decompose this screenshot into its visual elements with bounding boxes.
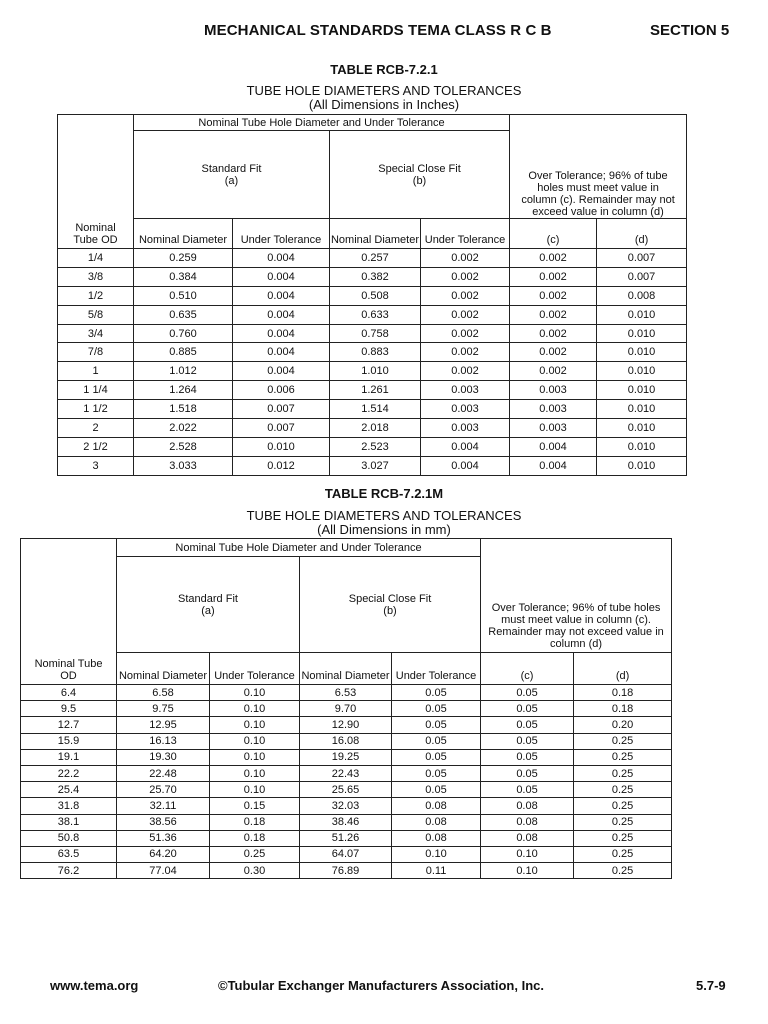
cell-over-tolerance-c: 0.05 (481, 765, 574, 781)
cell-nominal-diameter-a: 22.48 (117, 765, 210, 781)
cell-over-tolerance-c: 0.004 (510, 437, 597, 456)
col-od-header: Nominal Tube OD (73, 222, 118, 246)
cell-over-tolerance-d: 0.25 (574, 798, 672, 814)
cell-under-tolerance-b: 0.05 (392, 765, 481, 781)
table-row (21, 701, 672, 717)
cell-over-tolerance-c: 0.05 (481, 733, 574, 749)
cell-under-tolerance-b: 0.002 (421, 305, 510, 324)
cell-under-tolerance-b: 0.002 (421, 362, 510, 381)
cell-over-tolerance-c: 0.08 (481, 830, 574, 846)
cell-over-tolerance-c: 0.002 (510, 305, 597, 324)
cell-over-tolerance-d: 0.007 (597, 267, 687, 286)
section-label: SECTION 5 (650, 22, 730, 39)
cell-nominal-diameter-a: 0.635 (134, 305, 233, 324)
cell-nominal-diameter-b: 0.508 (330, 286, 421, 305)
col-under-b: Under Tolerance (392, 653, 481, 685)
cell-nominal-diameter-b: 0.883 (330, 343, 421, 362)
cell-nominal-diameter-b: 1.010 (330, 362, 421, 381)
cell-nominal-diameter-b: 32.03 (300, 798, 392, 814)
cell-tube-od: 7/8 (58, 343, 134, 362)
cell-over-tolerance-c: 0.05 (481, 701, 574, 717)
cell-under-tolerance-a: 0.004 (233, 324, 330, 343)
cell-under-tolerance-b: 0.002 (421, 267, 510, 286)
cell-nominal-diameter-a: 19.30 (117, 749, 210, 765)
cell-under-tolerance-b: 0.08 (392, 798, 481, 814)
od-header-cell (58, 115, 134, 249)
special-fit-sub: (b) (412, 174, 427, 187)
cell-over-tolerance-c: 0.004 (510, 456, 597, 475)
page-title: MECHANICAL STANDARDS TEMA CLASS R C B (204, 22, 552, 39)
cell-under-tolerance-b: 0.002 (421, 324, 510, 343)
cell-over-tolerance-d: 0.007 (597, 249, 687, 268)
table2-body (21, 685, 672, 879)
special-fit-header (300, 557, 481, 653)
cell-over-tolerance-d: 0.010 (597, 362, 687, 381)
od-header-cell (21, 539, 117, 685)
cell-nominal-diameter-a: 25.70 (117, 782, 210, 798)
cell-over-tolerance-c: 0.08 (481, 798, 574, 814)
table1 (57, 114, 687, 476)
cell-over-tolerance-c: 0.002 (510, 343, 597, 362)
table-row (21, 798, 672, 814)
cell-tube-od: 3/8 (58, 267, 134, 286)
cell-nominal-diameter-b: 6.53 (300, 685, 392, 701)
cell-over-tolerance-c: 0.002 (510, 267, 597, 286)
cell-under-tolerance-b: 0.10 (392, 846, 481, 862)
table-row (21, 733, 672, 749)
cell-under-tolerance-a: 0.10 (210, 733, 300, 749)
cell-under-tolerance-b: 0.004 (421, 437, 510, 456)
cell-over-tolerance-d: 0.25 (574, 863, 672, 879)
col-nominal-a: Nominal Diameter (117, 653, 210, 685)
col-nominal-b: Nominal Diameter (300, 653, 392, 685)
cell-under-tolerance-a: 0.18 (210, 814, 300, 830)
cell-nominal-diameter-a: 9.75 (117, 701, 210, 717)
footer-copyright: ©Tubular Exchanger Manufacturers Association, Inc. (218, 978, 544, 993)
cell-nominal-diameter-a: 77.04 (117, 863, 210, 879)
table2-subtitle: (All Dimensions in mm) (317, 522, 451, 537)
cell-nominal-diameter-b: 25.65 (300, 782, 392, 798)
table-row (58, 362, 687, 381)
cell-tube-od: 9.5 (21, 701, 117, 717)
group-header: Nominal Tube Hole Diameter and Under Tolerance (134, 115, 510, 131)
cell-nominal-diameter-a: 1.012 (134, 362, 233, 381)
table-row (21, 830, 672, 846)
cell-nominal-diameter-a: 51.36 (117, 830, 210, 846)
cell-nominal-diameter-b: 1.514 (330, 400, 421, 419)
cell-tube-od: 63.5 (21, 846, 117, 862)
cell-nominal-diameter-b: 22.43 (300, 765, 392, 781)
table-row (21, 846, 672, 862)
standard-fit-label: Standard Fit (201, 162, 262, 175)
cell-under-tolerance-b: 0.11 (392, 863, 481, 879)
cell-nominal-diameter-a: 0.259 (134, 249, 233, 268)
standard-fit-header (134, 131, 330, 219)
cell-under-tolerance-b: 0.05 (392, 782, 481, 798)
cell-nominal-diameter-b: 64.07 (300, 846, 392, 862)
cell-over-tolerance-d: 0.25 (574, 782, 672, 798)
cell-tube-od: 1 (58, 362, 134, 381)
cell-nominal-diameter-b: 19.25 (300, 749, 392, 765)
col-c: (c) (510, 219, 597, 249)
cell-under-tolerance-a: 0.10 (210, 782, 300, 798)
cell-under-tolerance-a: 0.10 (210, 749, 300, 765)
standard-fit-header (117, 557, 300, 653)
standard-fit-sub: (a) (224, 174, 239, 187)
cell-over-tolerance-d: 0.18 (574, 701, 672, 717)
cell-nominal-diameter-a: 32.11 (117, 798, 210, 814)
cell-under-tolerance-b: 0.08 (392, 830, 481, 846)
cell-nominal-diameter-b: 3.027 (330, 456, 421, 475)
cell-over-tolerance-c: 0.05 (481, 782, 574, 798)
cell-under-tolerance-a: 0.012 (233, 456, 330, 475)
cell-tube-od: 2 (58, 419, 134, 438)
cell-under-tolerance-b: 0.05 (392, 701, 481, 717)
cell-under-tolerance-a: 0.10 (210, 717, 300, 733)
cell-under-tolerance-b: 0.05 (392, 717, 481, 733)
cell-nominal-diameter-b: 2.018 (330, 419, 421, 438)
special-fit-label: Special Close Fit (348, 593, 432, 605)
cell-under-tolerance-a: 0.004 (233, 343, 330, 362)
cell-tube-od: 5/8 (58, 305, 134, 324)
cell-under-tolerance-a: 0.006 (233, 381, 330, 400)
cell-nominal-diameter-b: 12.90 (300, 717, 392, 733)
cell-under-tolerance-a: 0.10 (210, 765, 300, 781)
table1-subtitle: (All Dimensions in Inches) (308, 97, 460, 112)
cell-over-tolerance-c: 0.002 (510, 286, 597, 305)
cell-tube-od: 6.4 (21, 685, 117, 701)
cell-nominal-diameter-b: 76.89 (300, 863, 392, 879)
cell-tube-od: 76.2 (21, 863, 117, 879)
cell-nominal-diameter-a: 38.56 (117, 814, 210, 830)
cell-over-tolerance-c: 0.10 (481, 863, 574, 879)
cell-nominal-diameter-a: 6.58 (117, 685, 210, 701)
cell-nominal-diameter-a: 16.13 (117, 733, 210, 749)
cell-under-tolerance-a: 0.004 (233, 267, 330, 286)
table-row (58, 419, 687, 438)
cell-over-tolerance-c: 0.05 (481, 749, 574, 765)
special-fit-sub: (b) (383, 605, 397, 617)
over-tolerance-header: Over Tolerance; 96% of tube holes must meet value in column (c). Remainder may not exceed value in column (d) (510, 115, 687, 219)
cell-over-tolerance-c: 0.08 (481, 814, 574, 830)
cell-under-tolerance-a: 0.10 (210, 701, 300, 717)
table-row (21, 717, 672, 733)
cell-over-tolerance-d: 0.010 (597, 456, 687, 475)
cell-nominal-diameter-a: 0.384 (134, 267, 233, 286)
cell-over-tolerance-c: 0.05 (481, 717, 574, 733)
cell-nominal-diameter-b: 0.758 (330, 324, 421, 343)
cell-over-tolerance-c: 0.002 (510, 324, 597, 343)
special-fit-header (330, 131, 510, 219)
cell-under-tolerance-a: 0.18 (210, 830, 300, 846)
col-d: (d) (574, 653, 672, 685)
cell-tube-od: 1 1/4 (58, 381, 134, 400)
cell-nominal-diameter-b: 0.257 (330, 249, 421, 268)
table-row (58, 286, 687, 305)
cell-nominal-diameter-b: 2.523 (330, 437, 421, 456)
table-row (21, 685, 672, 701)
cell-nominal-diameter-a: 2.528 (134, 437, 233, 456)
cell-over-tolerance-d: 0.25 (574, 733, 672, 749)
table-row (21, 765, 672, 781)
col-under-a: Under Tolerance (210, 653, 300, 685)
cell-under-tolerance-a: 0.25 (210, 846, 300, 862)
table-row (58, 456, 687, 475)
table1-title: TUBE HOLE DIAMETERS AND TOLERANCES (246, 83, 522, 98)
cell-over-tolerance-d: 0.25 (574, 846, 672, 862)
table-row (58, 324, 687, 343)
cell-nominal-diameter-b: 0.382 (330, 267, 421, 286)
cell-nominal-diameter-a: 0.510 (134, 286, 233, 305)
standard-fit-label: Standard Fit (178, 593, 238, 605)
cell-under-tolerance-b: 0.003 (421, 381, 510, 400)
cell-nominal-diameter-a: 64.20 (117, 846, 210, 862)
table-row (58, 400, 687, 419)
table2-title: TUBE HOLE DIAMETERS AND TOLERANCES (246, 508, 522, 523)
cell-over-tolerance-c: 0.05 (481, 685, 574, 701)
footer-website: www.tema.org (50, 978, 139, 993)
cell-tube-od: 38.1 (21, 814, 117, 830)
cell-under-tolerance-a: 0.007 (233, 419, 330, 438)
table-row (21, 863, 672, 879)
cell-under-tolerance-b: 0.002 (421, 286, 510, 305)
cell-tube-od: 1/2 (58, 286, 134, 305)
col-under-a: Under Tolerance (233, 219, 330, 249)
cell-under-tolerance-a: 0.004 (233, 362, 330, 381)
cell-over-tolerance-c: 0.002 (510, 249, 597, 268)
col-c: (c) (481, 653, 574, 685)
cell-nominal-diameter-a: 0.760 (134, 324, 233, 343)
cell-tube-od: 19.1 (21, 749, 117, 765)
table-row (21, 749, 672, 765)
cell-under-tolerance-b: 0.003 (421, 419, 510, 438)
table-row (21, 782, 672, 798)
table2-id: TABLE RCB-7.2.1M (324, 486, 444, 501)
cell-under-tolerance-b: 0.05 (392, 733, 481, 749)
cell-over-tolerance-d: 0.010 (597, 419, 687, 438)
cell-over-tolerance-d: 0.010 (597, 381, 687, 400)
table-row (58, 305, 687, 324)
cell-tube-od: 3/4 (58, 324, 134, 343)
col-od-header: Nominal Tube OD (34, 658, 103, 682)
cell-under-tolerance-a: 0.007 (233, 400, 330, 419)
cell-under-tolerance-b: 0.004 (421, 456, 510, 475)
cell-over-tolerance-d: 0.010 (597, 400, 687, 419)
cell-nominal-diameter-b: 38.46 (300, 814, 392, 830)
cell-over-tolerance-d: 0.25 (574, 830, 672, 846)
table-row (58, 267, 687, 286)
cell-over-tolerance-c: 0.10 (481, 846, 574, 862)
cell-nominal-diameter-a: 2.022 (134, 419, 233, 438)
cell-under-tolerance-a: 0.30 (210, 863, 300, 879)
table1-body (58, 249, 687, 476)
standard-fit-sub: (a) (201, 605, 215, 617)
footer-page-number: 5.7-9 (696, 978, 726, 993)
table1-id: TABLE RCB-7.2.1 (330, 62, 438, 77)
cell-tube-od: 1 1/2 (58, 400, 134, 419)
cell-over-tolerance-d: 0.25 (574, 814, 672, 830)
cell-tube-od: 12.7 (21, 717, 117, 733)
cell-over-tolerance-d: 0.25 (574, 749, 672, 765)
cell-nominal-diameter-a: 0.885 (134, 343, 233, 362)
cell-over-tolerance-d: 0.010 (597, 437, 687, 456)
cell-tube-od: 2 1/2 (58, 437, 134, 456)
table-row (21, 814, 672, 830)
cell-over-tolerance-d: 0.25 (574, 765, 672, 781)
cell-tube-od: 25.4 (21, 782, 117, 798)
cell-nominal-diameter-a: 1.264 (134, 381, 233, 400)
cell-under-tolerance-b: 0.05 (392, 749, 481, 765)
cell-under-tolerance-a: 0.004 (233, 305, 330, 324)
cell-over-tolerance-d: 0.20 (574, 717, 672, 733)
col-under-b: Under Tolerance (421, 219, 510, 249)
cell-tube-od: 50.8 (21, 830, 117, 846)
table-row (58, 343, 687, 362)
cell-under-tolerance-a: 0.004 (233, 249, 330, 268)
cell-tube-od: 31.8 (21, 798, 117, 814)
cell-nominal-diameter-b: 16.08 (300, 733, 392, 749)
cell-under-tolerance-b: 0.05 (392, 685, 481, 701)
cell-over-tolerance-d: 0.010 (597, 305, 687, 324)
over-tolerance-header: Over Tolerance; 96% of tube holes must meet value in column (c). Remainder may not exceed value in column (d) (481, 539, 672, 653)
cell-over-tolerance-c: 0.003 (510, 381, 597, 400)
cell-under-tolerance-a: 0.010 (233, 437, 330, 456)
cell-over-tolerance-c: 0.003 (510, 419, 597, 438)
group-header: Nominal Tube Hole Diameter and Under Tolerance (117, 539, 481, 557)
cell-under-tolerance-a: 0.15 (210, 798, 300, 814)
cell-nominal-diameter-a: 1.518 (134, 400, 233, 419)
col-nominal-b: Nominal Diameter (330, 219, 421, 249)
col-nominal-a: Nominal Diameter (134, 219, 233, 249)
cell-under-tolerance-b: 0.002 (421, 249, 510, 268)
cell-under-tolerance-a: 0.10 (210, 685, 300, 701)
cell-over-tolerance-d: 0.18 (574, 685, 672, 701)
cell-tube-od: 3 (58, 456, 134, 475)
cell-under-tolerance-b: 0.003 (421, 400, 510, 419)
cell-over-tolerance-d: 0.010 (597, 324, 687, 343)
cell-nominal-diameter-b: 1.261 (330, 381, 421, 400)
cell-over-tolerance-c: 0.003 (510, 400, 597, 419)
table-row (58, 249, 687, 268)
cell-under-tolerance-a: 0.004 (233, 286, 330, 305)
table2 (20, 538, 672, 879)
cell-over-tolerance-c: 0.002 (510, 362, 597, 381)
cell-under-tolerance-b: 0.002 (421, 343, 510, 362)
cell-under-tolerance-b: 0.08 (392, 814, 481, 830)
cell-nominal-diameter-a: 3.033 (134, 456, 233, 475)
cell-nominal-diameter-a: 12.95 (117, 717, 210, 733)
cell-tube-od: 15.9 (21, 733, 117, 749)
table-row (58, 437, 687, 456)
cell-over-tolerance-d: 0.010 (597, 343, 687, 362)
cell-nominal-diameter-b: 0.633 (330, 305, 421, 324)
table-row (58, 381, 687, 400)
col-d: (d) (597, 219, 687, 249)
cell-over-tolerance-d: 0.008 (597, 286, 687, 305)
cell-nominal-diameter-b: 9.70 (300, 701, 392, 717)
special-fit-label: Special Close Fit (378, 162, 461, 175)
cell-tube-od: 22.2 (21, 765, 117, 781)
cell-tube-od: 1/4 (58, 249, 134, 268)
cell-nominal-diameter-b: 51.26 (300, 830, 392, 846)
